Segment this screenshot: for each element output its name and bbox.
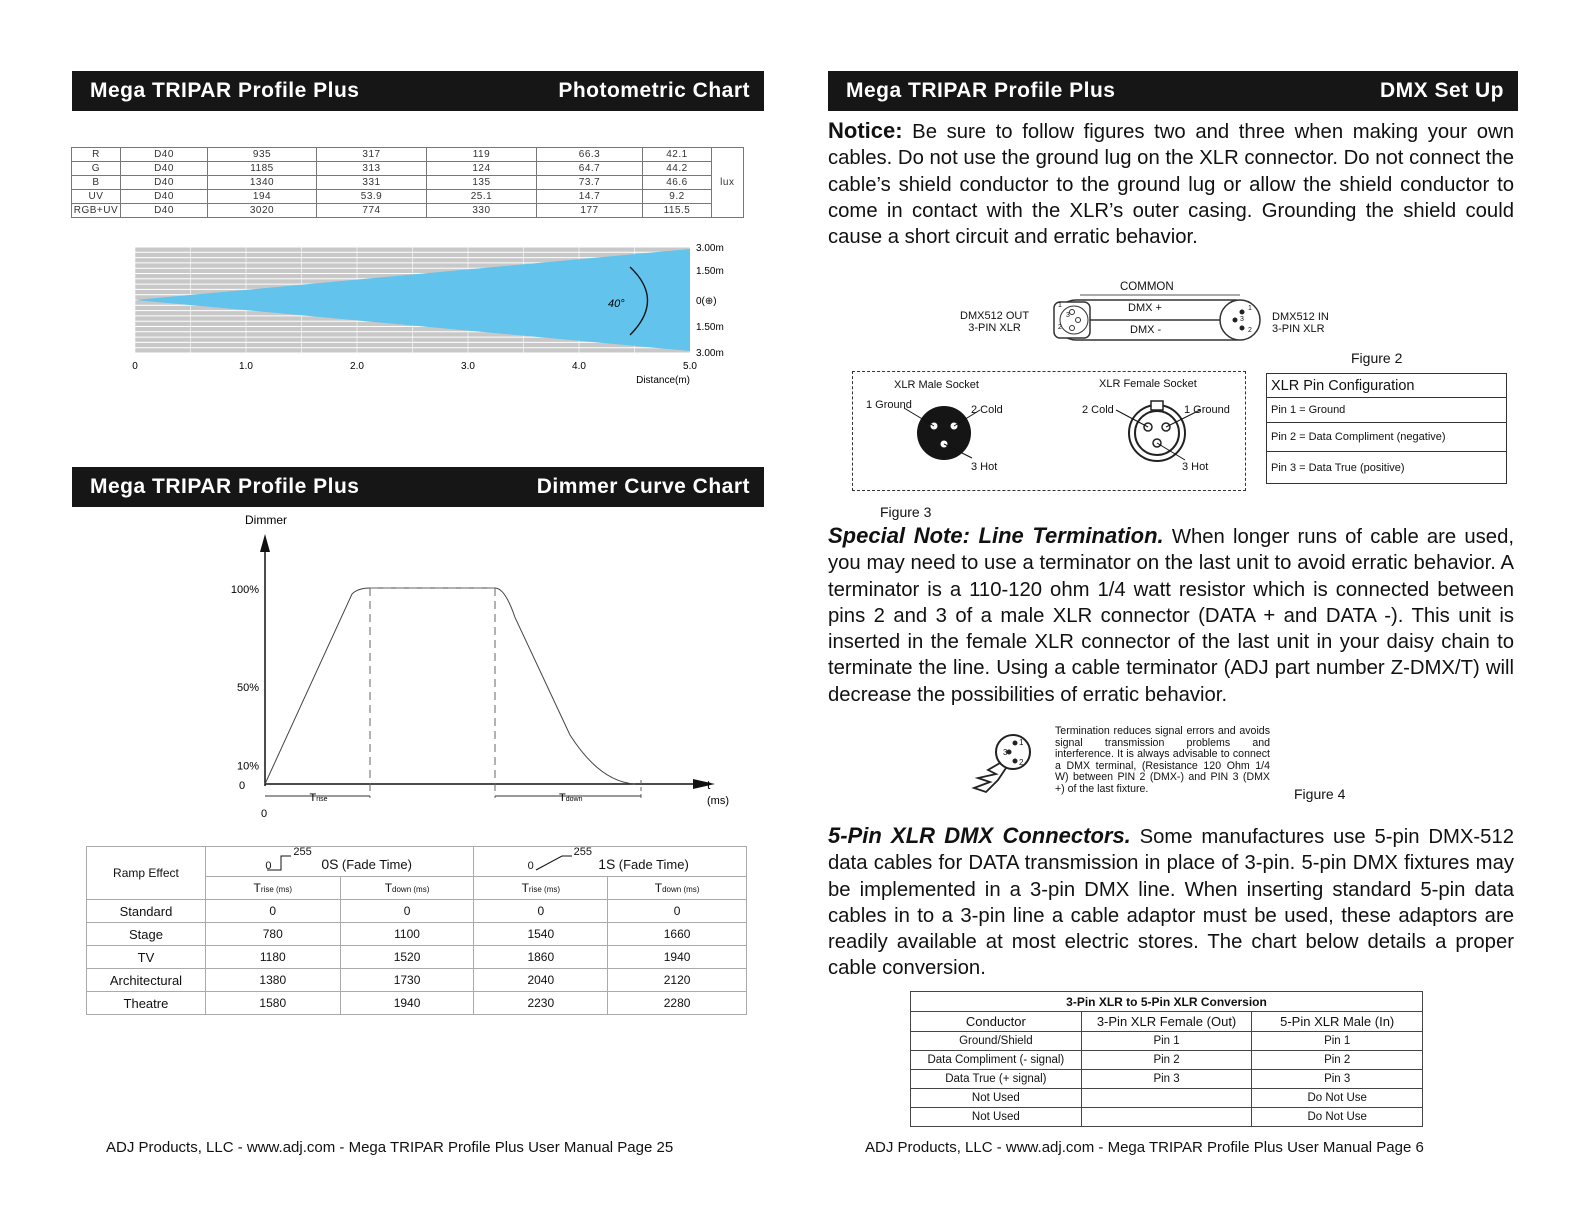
figure-2-caption: Figure 2 [1351, 350, 1403, 366]
ramp-g2-fade: (Fade Time) [618, 856, 689, 872]
ramp-cell: 2120 [608, 969, 747, 992]
ramp-cell: 1660 [608, 923, 747, 946]
conv-cell: Pin 2 [1252, 1051, 1423, 1070]
fig3-female-ground: 1 Ground [1184, 404, 1230, 416]
dmx-header [828, 71, 1518, 111]
lux-cell: 25.1 [427, 190, 536, 204]
fig3-female-hot: 3 Hot [1182, 461, 1209, 473]
dimmer-x-arrow [693, 779, 715, 789]
pin-config-row-2: Pin 2 = Data Compliment (negative) [1267, 423, 1507, 452]
ramp-row [87, 992, 747, 1015]
lux-cell: 115.5 [643, 204, 711, 218]
lux-cell: 3020 [208, 204, 317, 218]
photometric-header-section: Photometric Chart [558, 79, 750, 102]
lux-cell: 313 [316, 162, 426, 176]
fig2-pin-l1: 1 [1058, 302, 1062, 309]
fig2-dmx-plus: DMX + [1128, 302, 1162, 314]
fig2-in-line1: DMX512 IN [1272, 311, 1329, 323]
dimmer-header-section: Dimmer Curve Chart [536, 475, 750, 498]
dimmer-header [72, 467, 764, 507]
five-pin-label: 5-Pin XLR DMX Connectors. [828, 823, 1131, 848]
lux-cell: 9.2 [643, 190, 711, 204]
lux-cell: 64.7 [536, 162, 643, 176]
xlr-pin-config-table [1266, 373, 1507, 484]
lux-cell: 73.7 [536, 176, 643, 190]
conv-cell: Pin 3 [1081, 1070, 1252, 1089]
fig4-pin-1: 1 [1019, 738, 1024, 747]
dmx-header-title: Mega TRIPAR Profile Plus [846, 79, 1116, 102]
fig2-out-line2: 3-PIN XLR [968, 322, 1021, 334]
fig2-pin-r3: 3 [1240, 316, 1244, 323]
dimmer-trise-label: Trise [309, 792, 328, 804]
ramp-cell: 1540 [474, 923, 608, 946]
five-pin-text: Some manufactures use 5-pin DMX-512 data cables for DATA transmission in place of 3-pin. 5-pin DMX fixtures may be implemented in a 3-pin DMX line. When inserting standard 5-pin data cables in to a 3-pin line a cable adaptor must be used, these adaptors are readily available at most electric stores. The chart below details a proper cable conversion. [828, 826, 1514, 980]
ramp-sub-0: Trise (ms) [205, 877, 340, 900]
dimmer-header-title: Mega TRIPAR Profile Plus [90, 475, 360, 498]
lux-row [72, 148, 744, 162]
beam-x-tick: 2.0 [350, 361, 364, 372]
fig2-pin-l2: 2 [1058, 324, 1062, 331]
dimmer-y-tick: 0 [239, 780, 246, 792]
ramp-g1-max: 255 [293, 845, 312, 858]
conv-cell: Pin 2 [1081, 1051, 1252, 1070]
lux-cell: D40 [120, 148, 207, 162]
ramp-g1-fade: (Fade Time) [341, 856, 412, 872]
ramp-cell: 0 [340, 900, 474, 923]
ramp-row [87, 900, 747, 923]
lux-row [72, 162, 744, 176]
conv-header-2: 5-Pin XLR Male (In) [1252, 1012, 1423, 1032]
fig2-pin-l3: 3 [1066, 312, 1070, 319]
photometric-header-title: Mega TRIPAR Profile Plus [90, 79, 360, 102]
beam-angle: 40° [608, 298, 625, 310]
conv-row [911, 1070, 1423, 1089]
fig3-male-ground: 1 Ground [866, 399, 912, 411]
fig3-female-cold: 2 Cold [1082, 404, 1114, 416]
notice-label: Notice: [828, 118, 903, 143]
ramp-group2-header [474, 847, 747, 877]
conv-cell: Pin 3 [1252, 1070, 1423, 1089]
lux-cell: R [72, 148, 121, 162]
fig4-text: Termination reduces signal errors and avoids signal transmission problems and interference. It is always advisable to connect a DMX terminal, (Resistance 120 Ohm 1/4 W) between PIN 2 (DMX-) and PIN 3 (DMX +) of the last fixture. [1055, 725, 1270, 795]
notice-text: Be sure to follow figures two and three when making your own cables. Do not use the ground lug on the XLR connector. Do not connect the cable’s shield conductor to the ground lug or allow the shield conductor to come in contact with the XLR’s outer casing. Grounding the shield could cause a short circuit and erratic behavior. [828, 121, 1514, 249]
fig2-pin-r1: 1 [1248, 305, 1252, 312]
ramp-cell: 1580 [205, 992, 340, 1015]
ramp-row [87, 946, 747, 969]
dmx-header-section: DMX Set Up [1379, 79, 1504, 102]
dimmer-chart [215, 512, 755, 832]
ramp-cell: Architectural [87, 969, 206, 992]
beam-right-label: 1.50m [696, 322, 724, 333]
dimmer-y-tick: 50% [236, 682, 259, 694]
lux-cell: 135 [427, 176, 536, 190]
ramp-cell: 1380 [205, 969, 340, 992]
lux-cell: 1185 [208, 162, 317, 176]
ramp-group1-header [205, 847, 474, 877]
figure-3-caption: Figure 3 [880, 504, 932, 520]
ramp-g1-label: 0S [321, 855, 339, 872]
fig3-female-title: XLR Female Socket [1099, 378, 1197, 390]
conv-cell: Not Used [911, 1108, 1082, 1127]
lux-cell: 42.1 [643, 148, 711, 162]
ramp-sub-2: Trise (ms) [474, 877, 608, 900]
conv-cell: Pin 1 [1081, 1032, 1252, 1051]
beam-right-label: 0(⊕) [696, 296, 717, 307]
figure-4-terminator [968, 730, 1048, 800]
fig3-male-title: XLR Male Socket [894, 379, 979, 391]
fig2-common: COMMON [1120, 281, 1174, 293]
fig4-pin-2: 2 [1019, 758, 1024, 767]
lux-cell: 331 [316, 176, 426, 190]
conv-cell: Ground/Shield [911, 1032, 1082, 1051]
ramp-cell: 2230 [474, 992, 608, 1015]
ramp-cell: 780 [205, 923, 340, 946]
dimmer-tdown-label: Tdown [559, 792, 583, 804]
dimmer-x-origin: 0 [261, 808, 268, 820]
ramp-g2-label: 1S [598, 855, 616, 872]
ramp-cell: 2280 [608, 992, 747, 1015]
conv-cell: Data Compliment (- signal) [911, 1051, 1082, 1070]
lux-cell: 1340 [208, 176, 317, 190]
lux-cell: B [72, 176, 121, 190]
fig2-out-label [960, 310, 1029, 334]
ramp-cell: 1180 [205, 946, 340, 969]
figure-4-caption: Figure 4 [1294, 786, 1346, 802]
special-note-text: When longer runs of cable are used, you may need to use a terminator on the last unit to avoid erratic behavior. A terminator is a 110-120 ohm 1/4 watt resistor which is connected between pins 2 and 3 of a male XLR connector (DATA + and DATA -). This unit is inserted in the female XLR connector of the last unit in your daisy chain to terminate the line. Using a cable terminator (ADJ part number Z-DMX/T) will decrease the possibilities of erratic behavior. [828, 526, 1514, 706]
conv-row [911, 1089, 1423, 1108]
dimmer-curve [265, 588, 635, 784]
lux-cell: 194 [208, 190, 317, 204]
ramp-cell: 2040 [474, 969, 608, 992]
dimmer-y-tick: 100% [230, 584, 259, 596]
conv-row [911, 1108, 1423, 1127]
ramp-col0-header: Ramp Effect [87, 847, 206, 900]
ramp-cell: 1860 [474, 946, 608, 969]
notice-paragraph [828, 118, 1514, 250]
beam-right-label: 3.00m [696, 243, 724, 254]
ramp-cell: 1730 [340, 969, 474, 992]
special-note-label: Special Note: Line Termination. [828, 523, 1164, 548]
lux-table [71, 147, 744, 218]
lux-cell: 66.3 [536, 148, 643, 162]
lux-row [72, 204, 744, 218]
beam-x-tick: 4.0 [572, 361, 586, 372]
dimmer-y-label: Dimmer [245, 513, 287, 527]
lux-row [72, 176, 744, 190]
special-note-paragraph [828, 523, 1514, 708]
lux-cell: D40 [120, 176, 207, 190]
lux-cell: 317 [316, 148, 426, 162]
dimmer-y-arrow [260, 534, 270, 552]
fig2-in-label [1272, 311, 1329, 335]
ramp-sub-3: Tdown (ms) [608, 877, 747, 900]
beam-x-tick: 1.0 [239, 361, 253, 372]
beam-right-label: 3.00m [696, 348, 724, 359]
pin-config-row-3: Pin 3 = Data True (positive) [1267, 452, 1507, 484]
figure-2-diagram [1040, 284, 1260, 354]
ramp-row [87, 923, 747, 946]
fig3-male-hot: 3 Hot [971, 461, 998, 473]
pin-config-row-1: Pin 1 = Ground [1267, 398, 1507, 423]
left-footer: ADJ Products, LLC - www.adj.com - Mega TRIPAR Profile Plus User Manual Page 25 [106, 1139, 674, 1156]
right-footer: ADJ Products, LLC - www.adj.com - Mega TRIPAR Profile Plus User Manual Page 6 [865, 1139, 1424, 1156]
ramp-cell: 1940 [340, 992, 474, 1015]
lux-cell: 14.7 [536, 190, 643, 204]
conversion-table [910, 991, 1423, 1127]
lux-cell: D40 [120, 204, 207, 218]
fig3-male-cold: 2 Cold [971, 404, 1003, 416]
ramp-cell: TV [87, 946, 206, 969]
ramp-cell: 1940 [608, 946, 747, 969]
conv-cell: Data True (+ signal) [911, 1070, 1082, 1089]
lux-cell: 330 [427, 204, 536, 218]
beam-right-label: 1.50m [696, 266, 724, 277]
lux-unit: lux [711, 148, 743, 218]
lux-cell: RGB+UV [72, 204, 121, 218]
conv-cell [1081, 1089, 1252, 1108]
lux-cell: D40 [120, 190, 207, 204]
conversion-table-title: 3-Pin XLR to 5-Pin XLR Conversion [911, 992, 1423, 1012]
lux-cell: 44.2 [643, 162, 711, 176]
lux-row [72, 190, 744, 204]
five-pin-paragraph [828, 823, 1514, 982]
lux-cell: D40 [120, 162, 207, 176]
ramp-g1-zero: 0 [265, 859, 272, 872]
beam-x-tick: 0 [132, 361, 138, 372]
lux-cell: 53.9 [316, 190, 426, 204]
lux-cell: 774 [316, 204, 426, 218]
fig4-pin-3: 3 [1003, 748, 1008, 757]
fig2-out-line1: DMX512 OUT [960, 310, 1030, 322]
pin-config-title: XLR Pin Configuration [1267, 374, 1507, 398]
fig2-in-line2: 3-PIN XLR [1272, 323, 1325, 335]
ramp-cell: 1520 [340, 946, 474, 969]
conv-cell [1081, 1108, 1252, 1127]
ramp-table [86, 846, 747, 1015]
ramp-g2-max: 255 [573, 845, 592, 858]
conv-cell: Do Not Use [1252, 1108, 1423, 1127]
conv-header-1: 3-Pin XLR Female (Out) [1081, 1012, 1252, 1032]
ramp-cell: Theatre [87, 992, 206, 1015]
lux-cell: 935 [208, 148, 317, 162]
ramp-sub-1: Tdown (ms) [340, 877, 474, 900]
beam-diagram [130, 243, 724, 393]
ramp-row [87, 969, 747, 992]
beam-x-tick: 3.0 [461, 361, 475, 372]
ramp-cell: 0 [474, 900, 608, 923]
lux-cell: 177 [536, 204, 643, 218]
ramp-cell: Stage [87, 923, 206, 946]
lux-cell: 124 [427, 162, 536, 176]
dimmer-y-tick: 10% [236, 760, 259, 773]
lux-cell: UV [72, 190, 121, 204]
conv-cell: Do Not Use [1252, 1089, 1423, 1108]
beam-x-tick: 5.0 [683, 361, 697, 372]
ramp-cell: 0 [205, 900, 340, 923]
ramp-cell: 1100 [340, 923, 474, 946]
ramp-cell: Standard [87, 900, 206, 923]
photometric-header [72, 71, 764, 111]
ramp-cell: 0 [608, 900, 747, 923]
lux-cell: 119 [427, 148, 536, 162]
conv-row [911, 1051, 1423, 1070]
fig2-dmx-minus: DMX - [1130, 324, 1162, 336]
conv-cell: Not Used [911, 1089, 1082, 1108]
dimmer-x-unit: (ms) [707, 795, 729, 807]
fig2-pin-r2: 2 [1248, 327, 1252, 334]
lux-cell: G [72, 162, 121, 176]
dimmer-x-label: t [707, 778, 711, 792]
conv-cell: Pin 1 [1252, 1032, 1423, 1051]
conv-row [911, 1032, 1423, 1051]
ramp-g2-zero: 0 [527, 859, 534, 872]
conv-header-0: Conductor [911, 1012, 1082, 1032]
beam-x-label: Distance(m) [636, 375, 690, 386]
lux-cell: 46.6 [643, 176, 711, 190]
